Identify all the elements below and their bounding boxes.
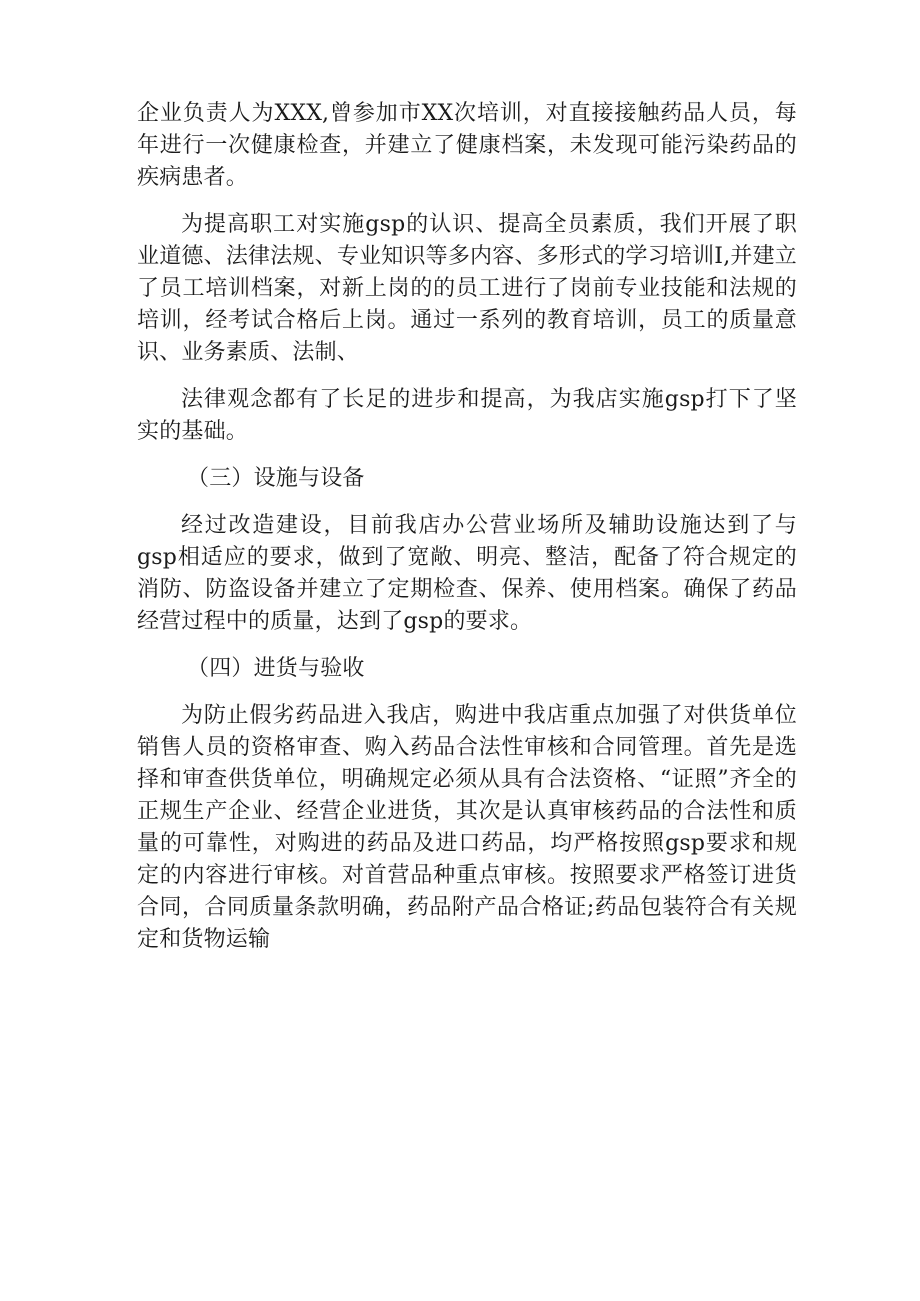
section-heading-purchasing: （四）进货与验收 — [187, 656, 365, 681]
paragraph-legal-awareness: 法律观念都有了长足的进步和提高，为我店实施gsp打下了坚实的基础。 — [137, 387, 797, 444]
section-heading-facilities: （三）设施与设备 — [187, 466, 365, 491]
paragraph-training: 为提高职工对实施gsp的认识、提高全员素质，我们开展了职业道德、法律法规、专业知识等多内容、多形式的学习培训I,并建立了员工培训档案，对新上岗的的员工进行了岗前专业技能和法规的培训，经考试合格后上岗。通过一系列的教育培训，员工的质量意识、业务素质、法制、 — [137, 212, 797, 365]
document-body — [137, 98, 797, 971]
paragraph-purchasing: 为防止假劣药品进入我店，购进中我店重点加强了对供货单位销售人员的资格审查、购入药品合法性审核和合同管理。首先是选择和审查供货单位，明确规定必须从具有合法资格、“证照”齐全的正规生产企业、经营企业进货，其次是认真审核药品的合法性和质量的可靠性，对购进的药品及进口药品，均严格按照gsp要求和规定的内容进行审核。对首营品种重点审核。按照要求严格签订进货合同，合同质量条款明确，药品附产品合格证;药品包装符合有关规定和货物运输 — [137, 703, 797, 952]
paragraph-facilities: 经过改造建设，目前我店办公营业场所及辅助设施达到了与gsp相适应的要求，做到了宽敞、明亮、整洁，配备了符合规定的消防、防盗设备并建立了定期检查、保养、使用档案。确保了药品经营过程中的质量，达到了gsp的要求。 — [137, 513, 797, 634]
paragraph-staff-health: 企业负责人为XXX,曾参加市XX次培训，对直接接触药品人员，每年进行一次健康检查，并建立了健康档案，未发现可能污染药品的疾病患者。 — [137, 101, 797, 190]
